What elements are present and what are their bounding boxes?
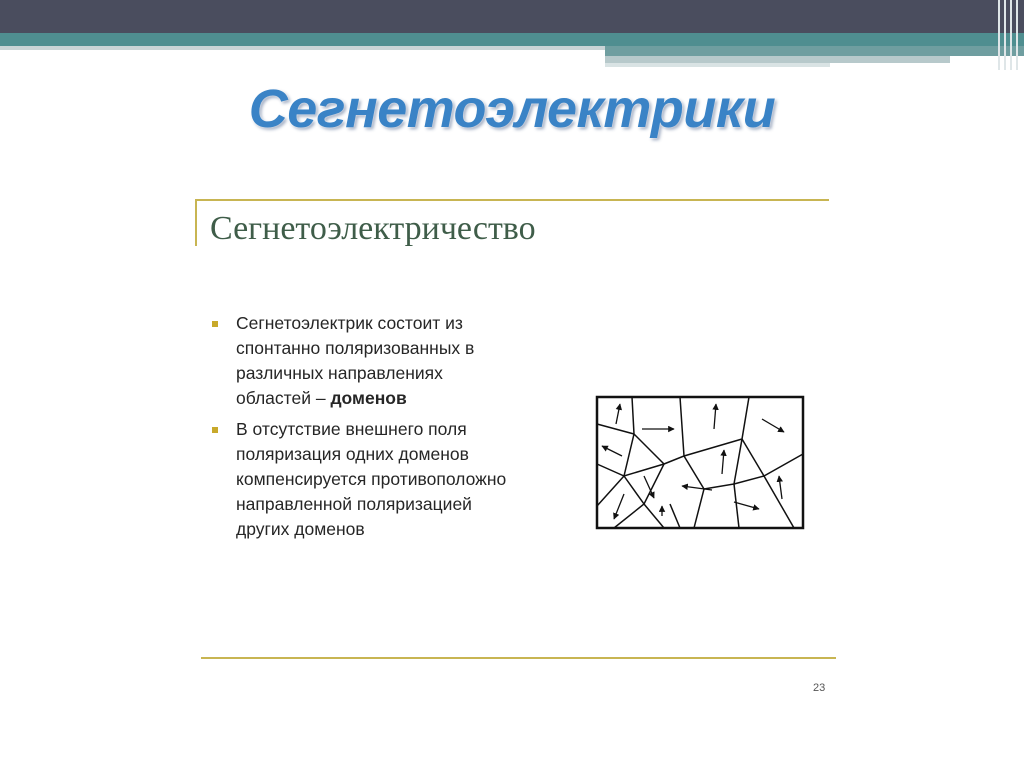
bullet-marker-icon [212,321,218,327]
bullet-marker-icon [212,427,218,433]
bullet-item-2 [212,417,512,542]
page-number: 23 [813,682,826,694]
bullet-item-1 [212,311,512,411]
bullet-text-2: В отсутствие внешнего поля поляризация одних доменов компенсируется противоположно направленной поляризацией других доменов [236,419,507,539]
bullet-text-1: Сегнетоэлектрик состоит из спонтанно поляризованных в различных направлениях областей – [236,313,475,408]
bullet-bold-1: доменов [330,388,407,408]
header-band-right-b [605,56,950,63]
ferroelectric-domains-diagram-icon [594,394,806,532]
header-band-dark [0,0,1024,33]
slide-bottom-rule [201,657,836,659]
slide-title: Сегнетоэлектричество [210,210,536,247]
edge-stripes [996,0,1024,70]
header-band-teal [0,33,1024,46]
header-band-right-c [605,63,830,67]
main-title: Сегнетоэлектрики [248,79,776,139]
slide-top-rule [195,199,829,201]
bullet-list [212,311,512,548]
slide-top-rule-corner [195,199,197,246]
header-band-right-a [605,46,1024,56]
header-band-light [0,46,605,50]
